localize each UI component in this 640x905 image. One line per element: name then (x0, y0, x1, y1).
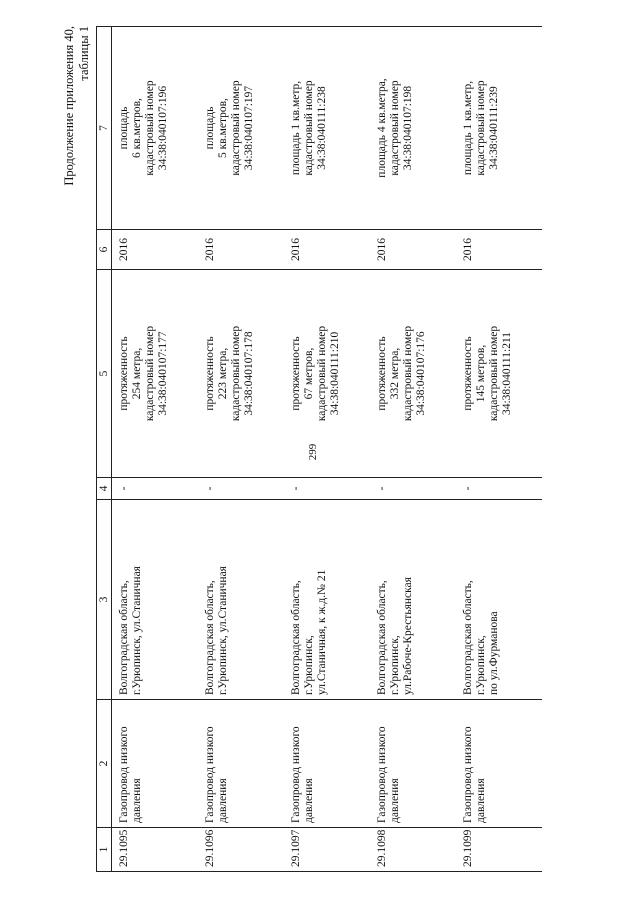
row-number-cell (284, 828, 370, 872)
description-line: 67 метров, (303, 347, 315, 400)
address-line: г.Урюпинск, (475, 635, 487, 695)
year-cell (370, 230, 456, 270)
object-name-line: давления (217, 778, 229, 823)
description-line: 34:38:040107:176 (415, 331, 427, 416)
note-cell (198, 27, 284, 230)
header-row (97, 27, 112, 872)
object-name-cell (284, 700, 370, 828)
address-line: Волгоградская область, (204, 580, 216, 695)
header-col-7: 7 (97, 27, 112, 230)
data-table (96, 26, 542, 872)
year-value: 2016 (290, 238, 302, 261)
description-line: 34:38:040111:211 (501, 331, 513, 416)
description-line: кадастровый номер (316, 325, 328, 422)
row-number: 29.1099 (462, 829, 474, 867)
address-cell (284, 500, 370, 700)
description-line: кадастровый номер (402, 325, 414, 422)
col4-cell (456, 478, 542, 500)
description-line: протяженность (204, 336, 216, 411)
header-col-3: 3 (97, 500, 112, 700)
description-line: кадастровый номер (488, 325, 500, 422)
note-line: площадь 1 кв.метр, (290, 80, 302, 176)
table-body (112, 27, 543, 872)
note-cell (456, 27, 542, 230)
address-line: г.Урюпинск, (303, 635, 315, 695)
note-cell (112, 27, 199, 230)
col4-value: - (462, 486, 474, 491)
note-cell (370, 27, 456, 230)
table-row (112, 27, 199, 872)
continuation-line-2: таблицы 1 (77, 26, 91, 81)
object-name-cell (198, 700, 284, 828)
note-line: 5 кв.метров, (217, 98, 229, 158)
year-cell (284, 230, 370, 270)
address-cell (456, 500, 542, 700)
table-row (284, 27, 370, 872)
object-name-cell (370, 700, 456, 828)
object-name-line: Газопровод низкого (204, 726, 216, 823)
note-line: кадастровый номер (389, 80, 401, 176)
description-line: протяженность (376, 336, 388, 411)
table-row (370, 27, 456, 872)
table-row (456, 27, 542, 872)
header-col-1: 1 (97, 828, 112, 872)
year-value: 2016 (376, 238, 388, 261)
header-col-6: 6 (97, 230, 112, 270)
address-line: г.Урюпинск, ул.Станичная (131, 566, 143, 695)
note-line: кадастровый номер (303, 80, 315, 176)
note-cell (284, 27, 370, 230)
col4-cell (112, 478, 199, 500)
row-number: 29.1095 (118, 829, 130, 867)
object-name-line: давления (475, 778, 487, 823)
address-cell (112, 500, 199, 700)
description-line: кадастровый номер (230, 325, 242, 422)
address-line: ул.Станичная, к ж.д.№ 21 (316, 569, 328, 695)
description-line: 223 метра, (217, 347, 229, 400)
year-value: 2016 (118, 238, 130, 261)
header-col-5: 5 (97, 270, 112, 478)
year-cell (198, 230, 284, 270)
description-line: 34:38:040111:210 (329, 331, 341, 416)
col4-cell (370, 478, 456, 500)
object-name-line: давления (389, 778, 401, 823)
object-name-line: давления (303, 778, 315, 823)
row-number-cell (198, 828, 284, 872)
col4-value: - (118, 486, 130, 491)
object-name-line: Газопровод низкого (118, 726, 130, 823)
row-number: 29.1097 (290, 829, 302, 867)
description-line: 254 метра, (131, 347, 143, 400)
object-name-cell (456, 700, 542, 828)
description-line: 34:38:040107:177 (157, 331, 169, 416)
year-value: 2016 (204, 238, 216, 261)
col4-value: - (290, 486, 302, 491)
description-line: протяженность (118, 336, 130, 411)
description-line: кадастровый номер (144, 325, 156, 422)
note-line: кадастровый номер (475, 80, 487, 176)
col4-value: - (376, 486, 388, 491)
col4-cell (198, 478, 284, 500)
note-line: площадь (118, 106, 130, 150)
description-line: 332 метра, (389, 347, 401, 400)
note-line: 34:38:040111:238 (316, 86, 328, 170)
note-line: 34:38:040111:239 (488, 86, 500, 170)
year-value: 2016 (462, 238, 474, 261)
note-line: 34:38:040107:198 (402, 85, 414, 171)
address-line: г.Урюпинск, ул.Станичная (217, 566, 229, 695)
address-line: ул.Рабоче-Крестьянская (402, 577, 414, 695)
description-cell (284, 270, 370, 478)
object-name-line: Газопровод низкого (376, 726, 388, 823)
note-line: площадь 4 кв.метра, (376, 78, 388, 178)
row-number: 29.1096 (204, 829, 216, 867)
description-cell (198, 270, 284, 478)
address-line: Волгоградская область, (290, 580, 302, 695)
object-name-line: давления (131, 778, 143, 823)
description-line: 145 метров, (475, 344, 487, 403)
description-cell (370, 270, 456, 478)
col4-cell (284, 478, 370, 500)
year-cell (112, 230, 199, 270)
object-name-line: Газопровод низкого (290, 726, 302, 823)
row-number-cell (112, 828, 199, 872)
address-line: г.Урюпинск, (389, 635, 401, 695)
header-col-2: 2 (97, 700, 112, 828)
note-line: кадастровый номер (230, 80, 242, 176)
address-cell (370, 500, 456, 700)
note-line: 6 кв.метров, (131, 98, 143, 158)
rotated-page-content (50, 20, 570, 880)
object-name-cell (112, 700, 199, 828)
address-cell (198, 500, 284, 700)
description-line: протяженность (290, 336, 302, 411)
row-number: 29.1098 (376, 829, 388, 867)
note-line: площадь (204, 106, 216, 150)
note-line: 34:38:040107:196 (157, 85, 169, 171)
table-row (198, 27, 284, 872)
continuation-note (62, 26, 92, 186)
note-line: площадь 1 кв.метр, (462, 80, 474, 176)
description-line: протяженность (462, 336, 474, 411)
col4-value: - (204, 486, 216, 491)
year-cell (456, 230, 542, 270)
object-name-line: Газопровод низкого (462, 726, 474, 823)
row-number-cell (370, 828, 456, 872)
description-line: 34:38:040107:178 (243, 331, 255, 416)
note-line: 34:38:040107:197 (243, 85, 255, 171)
description-cell (456, 270, 542, 478)
address-line: Волгоградская область, (376, 580, 388, 695)
note-line: кадастровый номер (144, 80, 156, 176)
address-line: Волгоградская область, (462, 580, 474, 695)
header-col-4: 4 (97, 478, 112, 500)
address-line: по ул.Фурманова (488, 611, 500, 695)
continuation-line-1: Продолжение приложения 40, (62, 26, 76, 186)
row-number-cell (456, 828, 542, 872)
description-cell (112, 270, 199, 478)
address-line: Волгоградская область, (118, 580, 130, 695)
